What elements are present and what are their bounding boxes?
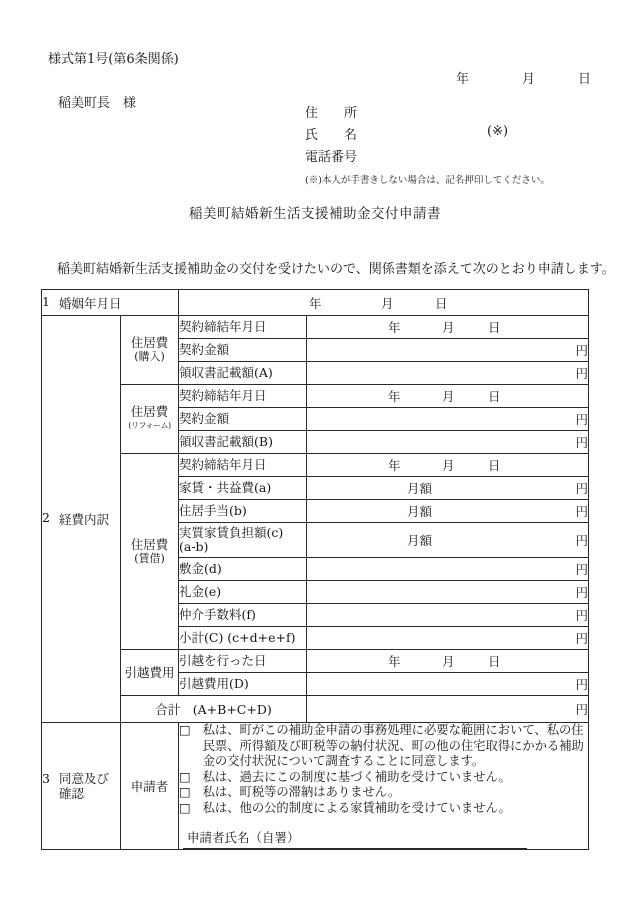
address-line[interactable] xyxy=(305,102,595,124)
purchase-contract-date-label: 契約締結年月日 xyxy=(179,316,307,339)
net-rent-label xyxy=(179,523,307,558)
address-label: 住 所 xyxy=(305,106,358,121)
yen-label: 円 xyxy=(575,677,588,692)
deposit-field[interactable] xyxy=(307,558,589,581)
reform-group-header xyxy=(121,385,179,454)
moving-group-header xyxy=(121,650,179,696)
month-label: 月 xyxy=(442,458,455,473)
name-line[interactable] xyxy=(305,124,595,146)
yen-label: 円 xyxy=(575,412,588,427)
total-label: 合計 (A+B+C+D) xyxy=(121,696,307,723)
total-field[interactable] xyxy=(307,696,589,723)
reform-amount-field[interactable] xyxy=(307,408,589,431)
reform-contract-date-field[interactable] xyxy=(307,385,589,408)
yen-label: 円 xyxy=(575,562,588,577)
yen-label: 円 xyxy=(575,608,588,623)
monthly-label: 月額 xyxy=(407,504,433,519)
purchase-receipt-label: 領収書記載額(A) xyxy=(179,362,307,385)
header-date-day-label: 日 xyxy=(578,72,592,87)
section3-header xyxy=(42,723,121,850)
table-row xyxy=(42,723,589,850)
reform-receipt-label: 領収書記載額(B) xyxy=(179,431,307,454)
row1-label: 婚姻年月日 xyxy=(58,295,122,311)
table-row xyxy=(42,696,589,723)
yen-label: 円 xyxy=(575,504,588,519)
table-row xyxy=(42,385,589,408)
consent-item-text: 私は、過去にこの制度に基づく補助を受けていません。 xyxy=(202,769,511,784)
year-label: 年 xyxy=(388,320,401,335)
reform-group-label: 住居費 xyxy=(130,404,169,419)
signature-note: (※)本人が手書きしない場合は、記名押印してください。 xyxy=(305,175,550,186)
purchase-group-sub: (購入) xyxy=(134,350,165,363)
phone-label: 電話番号 xyxy=(305,150,358,165)
yen-label: 円 xyxy=(575,533,588,548)
subtotal-field[interactable] xyxy=(307,627,589,650)
consent-content xyxy=(179,723,589,850)
month-label: 月 xyxy=(381,295,394,311)
day-label: 日 xyxy=(488,320,501,335)
checkbox-icon[interactable]: □ xyxy=(179,723,191,737)
yen-label: 円 xyxy=(575,435,588,450)
consent-item xyxy=(179,723,588,770)
applicant-label: 申請者 xyxy=(121,723,179,850)
consent-item-text: 私は、町がこの補助金申請の事務処理に必要な範囲において、私の住民票、所得額及び町税等の納付状況、町の他の住宅取得にかかる補助金の交付状況について調査することに同意します。 xyxy=(202,723,584,768)
moving-date-label: 引越を行った日 xyxy=(179,650,307,673)
month-label: 月 xyxy=(442,654,455,669)
day-label: 日 xyxy=(488,458,501,473)
deposit-label: 敷金(d) xyxy=(179,558,307,581)
reform-group-sub: (リフォーム) xyxy=(128,421,171,430)
moving-date-field[interactable] xyxy=(307,650,589,673)
yen-label: 円 xyxy=(575,631,588,646)
applicant-signature-field[interactable] xyxy=(183,828,527,849)
month-label: 月 xyxy=(442,389,455,404)
yen-label: 円 xyxy=(575,343,588,358)
purchase-group-label: 住居費 xyxy=(130,335,169,350)
consent-item xyxy=(179,770,588,786)
purchase-contract-date-field[interactable] xyxy=(307,316,589,339)
reform-contract-date-label: 契約締結年月日 xyxy=(179,385,307,408)
reform-amount-label: 契約金額 xyxy=(179,408,307,431)
rent-common-field[interactable] xyxy=(307,477,589,500)
section3-label: 同意及び確認 xyxy=(58,771,109,801)
addressee: 稲美町長 様 xyxy=(58,96,137,111)
section2-label: 経費内訳 xyxy=(58,512,109,527)
checkbox-icon[interactable]: □ xyxy=(179,769,191,784)
header-date-month-label: 月 xyxy=(522,72,536,87)
table-row xyxy=(42,316,589,339)
day-label: 日 xyxy=(435,295,448,311)
housing-allowance-field[interactable] xyxy=(307,500,589,523)
rent-group-header xyxy=(121,454,179,650)
table-row xyxy=(42,454,589,477)
year-label: 年 xyxy=(388,389,401,404)
yen-label: 円 xyxy=(575,585,588,600)
year-label: 年 xyxy=(388,654,401,669)
section2-header xyxy=(42,316,121,723)
consent-item xyxy=(179,801,588,817)
brokerage-label: 仲介手数料(f) xyxy=(179,604,307,627)
phone-line[interactable] xyxy=(305,146,595,168)
yen-label: 円 xyxy=(575,702,588,717)
row1-number: 1 xyxy=(42,293,50,309)
rent-contract-date-label: 契約締結年月日 xyxy=(179,454,307,477)
consent-item-text: 私は、町税等の滞納はありません。 xyxy=(202,785,401,799)
day-label: 日 xyxy=(488,389,501,404)
page-title: 稲美町結婚新生活支援補助金交付申請書 xyxy=(189,206,441,222)
month-label: 月 xyxy=(442,320,455,335)
rent-common-label: 家賃・共益費(a) xyxy=(179,477,307,500)
monthly-label: 月額 xyxy=(407,533,433,548)
rent-contract-date-field[interactable] xyxy=(307,454,589,477)
consent-item xyxy=(179,785,588,801)
day-label: 日 xyxy=(488,654,501,669)
form-number: 様式第1号(第6条関係) xyxy=(48,52,179,67)
name-label: 氏 名 xyxy=(305,128,358,143)
net-rent-label-line1: 実質家賃負担額(c) xyxy=(179,525,284,540)
monthly-label: 月額 xyxy=(407,481,433,496)
name-seal-mark: (※) xyxy=(487,124,509,139)
housing-allowance-label: 住居手当(b) xyxy=(179,500,307,523)
key-money-field[interactable] xyxy=(307,581,589,604)
header-date-year-label: 年 xyxy=(456,72,470,87)
rent-group-sub: (賃借) xyxy=(134,551,165,565)
moving-cost-label: 引越費用(D) xyxy=(179,673,307,696)
purchase-receipt-field[interactable] xyxy=(307,362,589,385)
checkbox-icon[interactable]: □ xyxy=(179,800,191,815)
consent-item-text: 私は、他の公的制度による家賃補助を受けていません。 xyxy=(202,800,511,815)
signature-label: 申請者氏名（自署） xyxy=(187,830,300,845)
application-table xyxy=(41,289,589,850)
net-rent-field[interactable] xyxy=(307,523,589,558)
net-rent-label-line2: (a-b) xyxy=(179,539,209,554)
moving-group-label: 引越費用 xyxy=(124,664,175,680)
subtotal-label: 小計(C) (c+d+e+f) xyxy=(179,627,307,650)
year-label: 年 xyxy=(388,458,401,473)
table-row xyxy=(42,650,589,673)
row1-header xyxy=(42,290,179,316)
reform-receipt-field[interactable] xyxy=(307,431,589,454)
section2-number: 2 xyxy=(42,510,50,525)
table-row xyxy=(42,290,589,316)
purchase-amount-field[interactable] xyxy=(307,339,589,362)
brokerage-field[interactable] xyxy=(307,604,589,627)
intro-paragraph: 稲美町結婚新生活支援補助金の交付を受けたいので、関係書類を添えて次のとおり申請します。 xyxy=(57,262,615,277)
purchase-group-header xyxy=(121,316,179,385)
header-date-line[interactable] xyxy=(456,68,591,87)
key-money-label: 礼金(e) xyxy=(179,581,307,604)
yen-label: 円 xyxy=(575,481,588,496)
marriage-date-field[interactable] xyxy=(179,290,589,316)
contact-block xyxy=(305,102,595,186)
checkbox-icon[interactable]: □ xyxy=(179,785,191,799)
rent-group-label: 住居費 xyxy=(130,536,169,552)
section3-number: 3 xyxy=(42,771,50,786)
year-label: 年 xyxy=(309,295,322,311)
moving-cost-field[interactable] xyxy=(307,673,589,696)
purchase-amount-label: 契約金額 xyxy=(179,339,307,362)
yen-label: 円 xyxy=(575,366,588,381)
